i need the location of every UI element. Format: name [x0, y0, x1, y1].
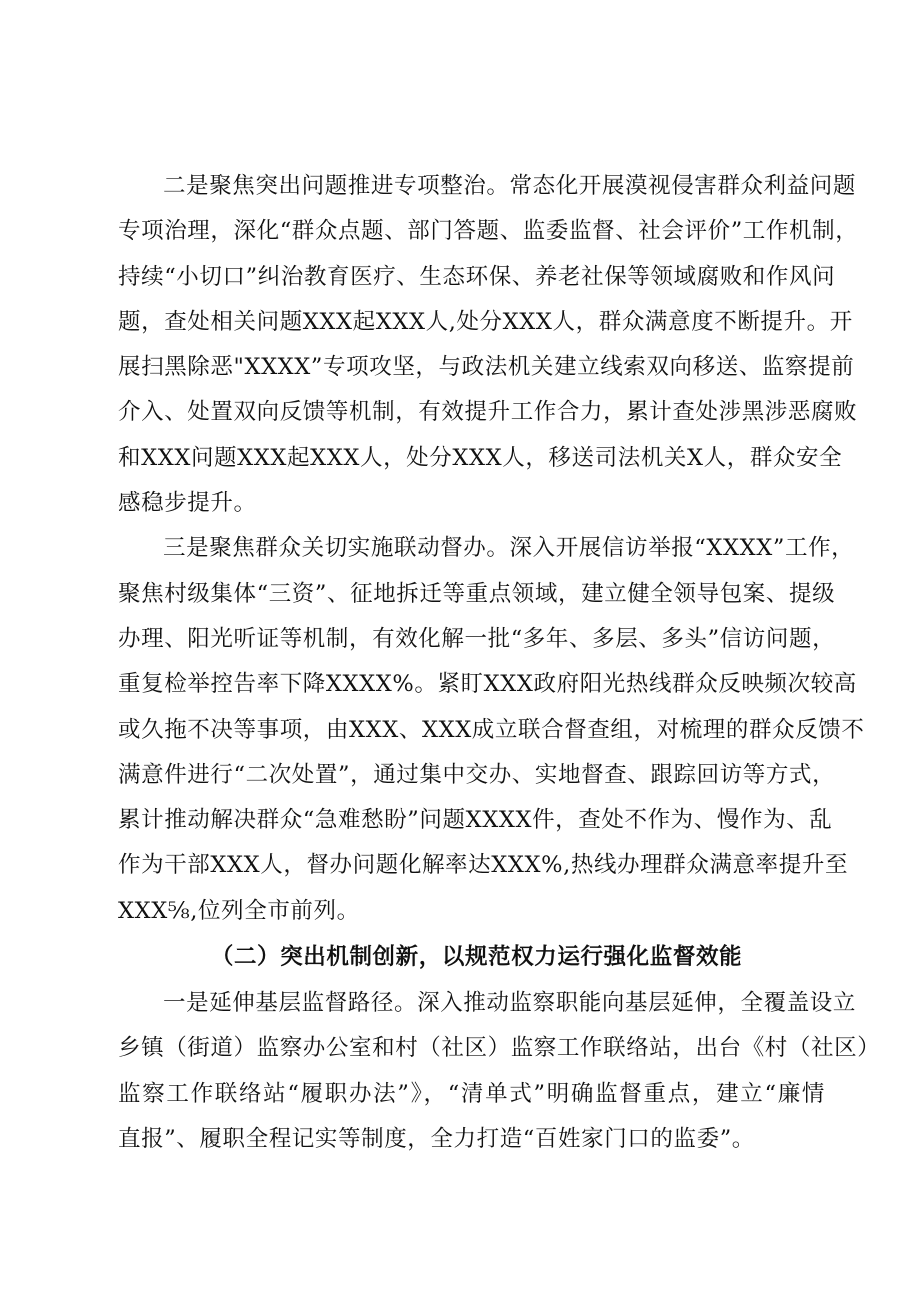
paragraph-line: XXX⅝,位列全市前列。 — [118, 897, 360, 924]
paragraph-line: 累计推动解决群众“急难愁盼”问题XXXX件，查处不作为、慢作为、乱 — [118, 807, 833, 834]
paragraph-line: 介入、处置双向反馈等机制，有效提升工作合力，累计查处涉黑涉恶腐败 — [118, 399, 858, 426]
paragraph-line: 办理、阳光听证等机制，有效化解一批“多年、多层、多头”信访问题， — [118, 625, 836, 652]
paragraph-joint-supervision — [118, 526, 865, 934]
paragraph-line: 满意件进行“二次处置”，通过集中交办、实地督查、跟踪回访等方式， — [118, 761, 836, 788]
paragraph-line: 或久拖不决等事项，由XXX、XXX成立联合督查组，对梳理的群众反馈不 — [118, 716, 865, 743]
paragraph-line: 监察工作联络站“履职办法”》，“清单式”明确监督重点，建立“廉情 — [118, 1080, 825, 1107]
paragraph-line: 直报”、履职全程记实等制度，全力打造“百姓家门口的监委”。 — [118, 1125, 755, 1152]
paragraph-line: 乡镇（街道）监察办公室和村（社区）监察工作联络站，出台《村（社区） — [118, 1035, 881, 1062]
paragraph-line: 专项治理，深化“群众点题、部门答题、监委监督、社会评价”工作机制， — [118, 218, 859, 245]
paragraph-line: 展扫黑除恶"XXXX”专项攻坚，与政法机关建立线索双向移送、监察提前 — [118, 354, 855, 381]
paragraph-line: 作为干部XXX人，督办问题化解率达XXX%,热线办理群众满意率提升至 — [118, 852, 849, 879]
document-body — [118, 164, 881, 1162]
section-heading: （二）突出机制创新，以规范权力运行强化监督效能 — [210, 944, 743, 971]
paragraph-line: 感稳步提升。 — [118, 490, 257, 517]
paragraph-line: 一是延伸基层监督路径。深入推动监察职能向基层延伸，全覆盖设立 — [163, 990, 857, 1017]
paragraph-line: 重复检举控告率下降XXXX%。紧盯XXX政府阳光热线群众反映频次较高 — [118, 671, 857, 698]
paragraph-line: 二是聚焦突出问题推进专项整治。常态化开展漠视侵害群众利益问题 — [163, 173, 857, 199]
paragraph-grassroots-supervision — [118, 981, 881, 1162]
paragraph-line: 聚焦村级集体“三资”、征地拆迁等重点领域，建立健全领导包案、提级 — [118, 580, 836, 607]
paragraph-line: 持续“小切口”纠治教育医疗、生态环保、养老社保等领域腐败和作风问 — [118, 263, 836, 290]
paragraph-line: 题，查处相关问题XXX起XXX人,处分XXX人，群众满意度不断提升。开 — [118, 308, 853, 335]
paragraph-line: 三是聚焦群众关切实施联动督办。深入开展信访举报“XXXX”工作， — [163, 535, 855, 562]
paragraph-line: 和XXX问题XXX起XXX人，处分XXX人，移送司法机关X人，群众安全 — [118, 444, 843, 471]
paragraph-special-rectification — [118, 164, 859, 526]
